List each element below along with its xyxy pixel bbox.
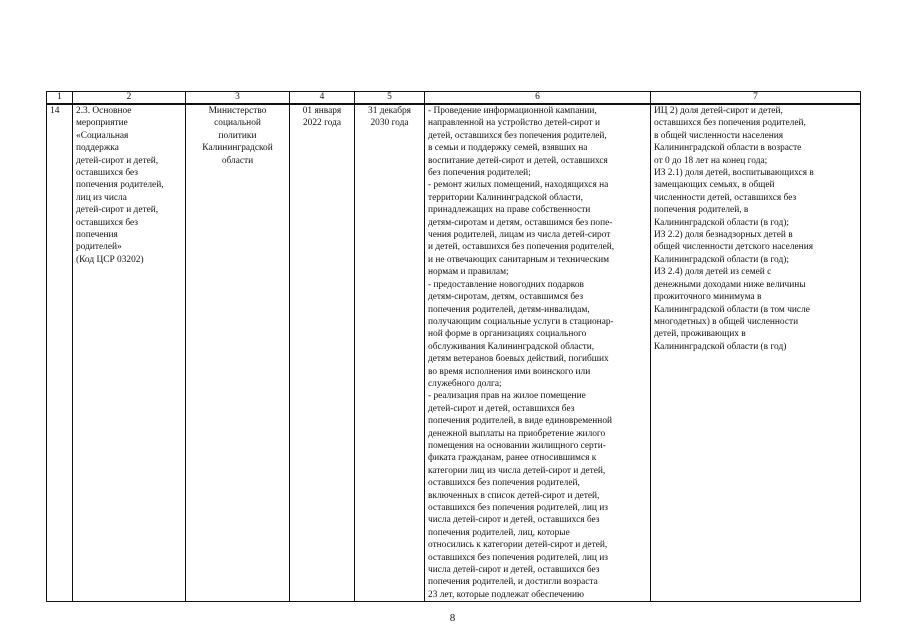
cell-line: ИЗ 2.4) доля детей из семей с: [654, 267, 772, 278]
cell-line: оставшихся без попечения родителей, лиц из: [428, 552, 609, 563]
cell-line: родителей»: [76, 242, 122, 253]
cell-line: служебного долга;: [428, 378, 502, 389]
activities-cell: [425, 104, 651, 602]
header-cell-6: 6: [425, 92, 651, 105]
cell-line: лиц из числа: [76, 192, 127, 203]
cell-line: нормам и правилам;: [428, 267, 509, 278]
cell-line: - Проведение информационной кампании,: [428, 106, 597, 116]
cell-line: детям-сиротам и детям, оставшимся без попе-: [428, 217, 613, 228]
cell-line: - предоставление новогодних подарков: [428, 279, 584, 290]
header-row: [47, 92, 861, 105]
cell-line: общей численности детского населения: [654, 242, 814, 253]
cell-line: оставшихся без попечения родителей,: [428, 478, 580, 489]
cell-line: Калининградской области (в год);: [654, 254, 789, 265]
cell-line: направленной на устройство детей-сирот и: [428, 118, 600, 129]
cell-line: обслуживания Калининградской области,: [428, 341, 595, 352]
cell-line: замещающих семьях, в общей: [654, 180, 775, 191]
cell-line: «Социальная: [76, 130, 129, 141]
cell-line: Калининградской области в возрасте: [654, 143, 802, 154]
cell-line: числа детей-сирот и детей, оставшихся без: [428, 565, 600, 576]
cell-line: попечения: [76, 230, 118, 241]
row-number: 14: [47, 104, 73, 602]
cell-line: в общей численности населения: [654, 130, 784, 141]
cell-line: и не отвечающих санитарным и техническим: [428, 254, 610, 265]
cell-line: воспитание детей-сирот и детей, оставшихся: [428, 155, 608, 166]
cell-line: 23 лет, которые подлежат обеспечению: [428, 589, 585, 600]
cell-line: - ремонт жилых помещений, находящихся на: [428, 180, 609, 191]
end-date-cell: [355, 104, 425, 602]
cell-line: детей, проживающих в: [654, 329, 746, 340]
cell-line: оставшихся без: [76, 168, 138, 179]
cell-line: численности детей, оставшихся без: [654, 192, 797, 203]
cell-line: оставшихся без попечения родителей,: [654, 118, 806, 129]
cell-line: чения родителей, лицам из числа детей-сирот: [428, 230, 611, 241]
cell-line: Калининградской: [202, 143, 273, 154]
cell-line: получающим социальные услуги в стационар-: [428, 316, 614, 327]
cell-line: числа детей-сирот и детей, оставшихся без: [428, 515, 600, 526]
cell-line: помещения на основании жилищного серти-: [428, 440, 606, 451]
cell-line: фиката гражданам, ранее относившимся к: [428, 453, 597, 464]
page-number: 8: [449, 612, 456, 624]
cell-line: от 0 до 18 лет на конец года;: [654, 155, 768, 166]
program-table: [46, 91, 861, 602]
cell-line: поддержка: [76, 143, 119, 154]
cell-line: 2.3. Основное: [76, 106, 132, 116]
cell-line: прожиточного минимума в: [654, 292, 762, 303]
table-row: [47, 104, 861, 602]
cell-line: оставшихся без: [76, 217, 138, 228]
cell-line: детям-сиротам, детям, оставшимся без: [428, 292, 584, 303]
cell-line: ИЗ 2.2) доля безнадзорных детей в: [654, 230, 793, 241]
header-cell-1: 1: [47, 92, 73, 105]
cell-line: области: [221, 155, 254, 166]
cell-line: Калининградской области (в том числе: [654, 304, 810, 315]
cell-line: Калининградской области (в год): [654, 341, 787, 352]
cell-line: многодетных) в общей численности: [654, 316, 799, 327]
cell-line: ИЗ 2.1) доля детей, воспитывающихся в: [654, 168, 814, 179]
cell-line: попечения родителей, в: [654, 205, 749, 216]
cell-line: детей-сирот и детей,: [76, 205, 159, 216]
header-cell-4: 4: [290, 92, 355, 105]
cell-line: попечения родителей, лиц, которые: [428, 527, 570, 538]
cell-line: детям ветеранов боевых действий, погибших: [428, 354, 609, 365]
cell-line: мероприятие: [76, 118, 128, 129]
cell-line: оставшихся без попечения родителей, лиц из: [428, 503, 609, 513]
cell-line: социальной: [214, 118, 261, 129]
indicators-cell: [651, 104, 861, 602]
cell-line: Министерство: [208, 106, 267, 116]
cell-line: в семьи и поддержку семей, взявших на: [428, 143, 588, 154]
cell-line: категории лиц из числа детей-сирот и детей,: [428, 465, 606, 476]
cell-line: Калининградской области (в год);: [654, 217, 789, 228]
responsible-executor-cell: [186, 104, 290, 602]
header-cell-2: 2: [73, 92, 186, 105]
cell-line: (Код ЦСР 03202): [76, 254, 144, 265]
cell-line: принадлежащих на праве собственности: [428, 205, 591, 216]
cell-line: 2022 года: [302, 118, 342, 129]
cell-line: относились к категории детей-сирот и детей,: [428, 540, 608, 551]
cell-line: ной форме в организациях социального: [428, 329, 587, 340]
measure-name-cell: [73, 104, 186, 602]
header-cell-3: 3: [186, 92, 290, 105]
cell-line: - реализация прав на жилое помещение: [428, 391, 586, 402]
cell-line: попечения родителей,: [76, 180, 164, 191]
cell-line: ИЦ 2) доля детей-сирот и детей,: [654, 106, 783, 116]
cell-line: попечения родителей, в виде единовременной: [428, 416, 613, 427]
cell-line: денежной выплаты на приобретение жилого: [428, 428, 606, 439]
cell-line: политики: [218, 130, 257, 141]
start-date-cell: [290, 104, 355, 602]
cell-line: без попечения родителей;: [428, 168, 531, 179]
cell-line: попечения родителей, детям-инвалидам,: [428, 304, 590, 315]
cell-line: детей-сирот и детей,: [76, 155, 159, 166]
cell-line: 31 декабря: [368, 106, 411, 116]
header-cell-7: 7: [651, 92, 861, 105]
cell-line: денежными доходами ниже величины: [654, 279, 806, 290]
cell-line: во время исполнения ими воинского или: [428, 366, 591, 377]
cell-line: детей, оставшихся без попечения родителей,: [428, 130, 607, 141]
cell-line: 2030 года: [370, 118, 409, 129]
cell-line: и детей, оставшихся без попечения родителей,: [428, 242, 615, 253]
cell-line: 01 января: [302, 106, 342, 116]
cell-line: территории Калининградской области,: [428, 192, 583, 203]
cell-line: попечения родителей, и достигли возраста: [428, 577, 598, 588]
cell-line: детей-сирот и детей, оставшихся без: [428, 403, 575, 414]
header-cell-5: 5: [355, 92, 425, 105]
cell-line: включенных в список детей-сирот и детей,: [428, 490, 600, 501]
